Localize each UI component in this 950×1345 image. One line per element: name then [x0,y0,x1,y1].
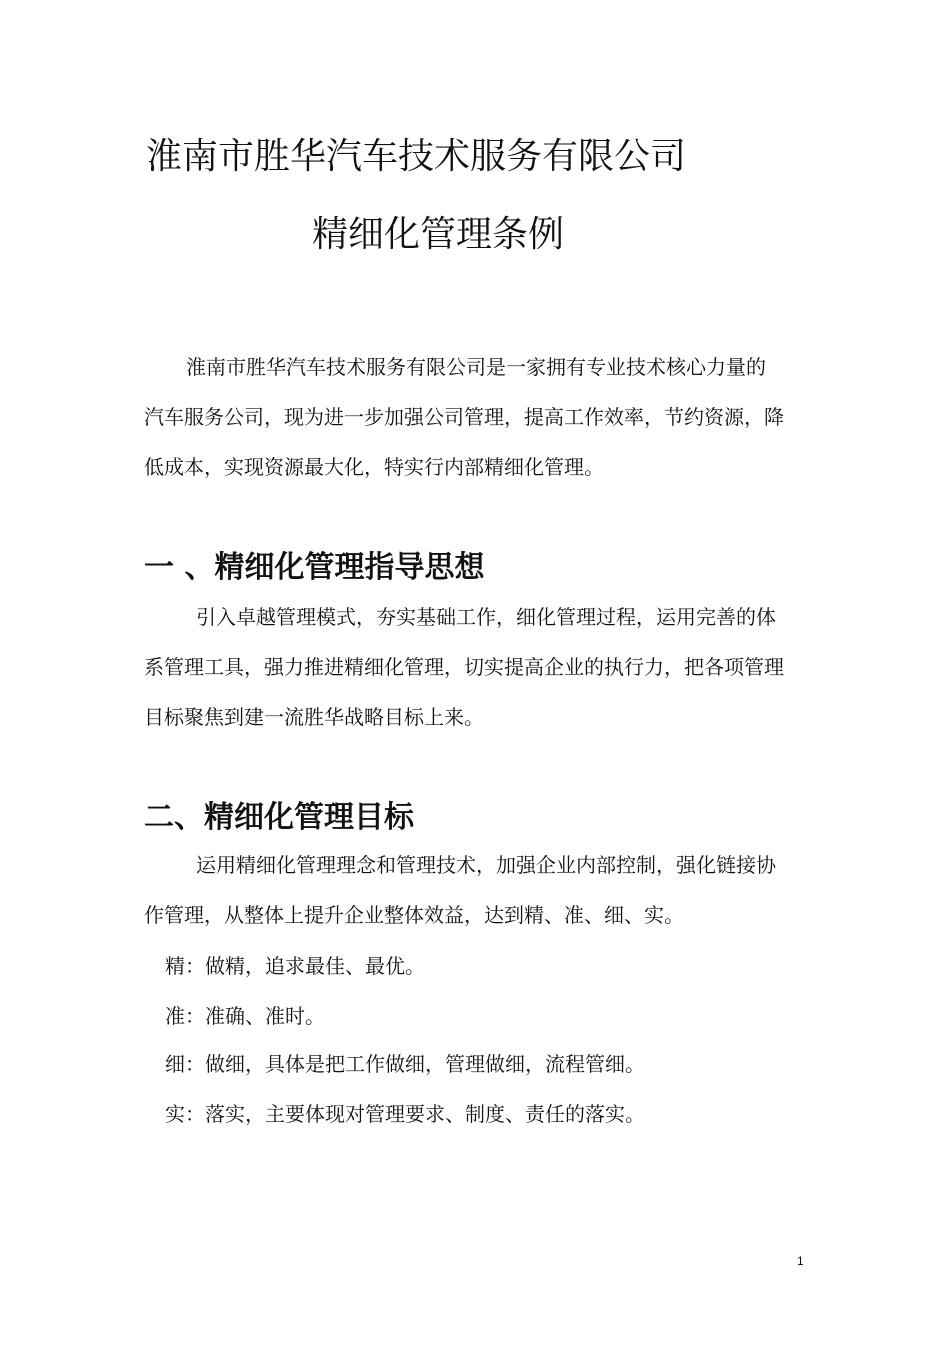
goal-item-xi: 细：做细，具体是把工作做细，管理做细，流程管细。 [165,1052,645,1076]
goal-item-shi: 实：落实，主要体现对管理要求、制度、责任的落实。 [165,1102,645,1126]
section1-heading: 一 、精细化管理指导思想 [144,550,485,585]
section1-paragraph: 引入卓越管理模式，夯实基础工作，细化管理过程，运用完善的体系管理工具，强力推进精细化管理，切实提高企业的执行力，把各项管理目标聚焦到建一流胜华战略目标上来。 [144,605,784,729]
page-number: 1 [797,1254,804,1268]
goal-item-zhun: 准：准确、准时。 [165,1004,325,1028]
document-title-line2: 精细化管理条例 [312,214,565,255]
section2-heading: 二、精细化管理目标 [144,800,414,835]
intro-paragraph: 淮南市胜华汽车技术服务有限公司是一家拥有专业技术核心力量的汽车服务公司，现为进一步加强公司管理，提高工作效率，节约资源，降低成本，实现资源最大化，特实行内部精细化管理。 [144,355,784,479]
document-title-line1: 淮南市胜华汽车技术服务有限公司 [146,136,687,177]
goal-item-jing: 精：做精，追求最佳、最优。 [165,954,425,978]
section2-paragraph: 运用精细化管理理念和管理技术，加强企业内部控制，强化链接协作管理，从整体上提升企业整体效益，达到精、准、细、实。 [144,853,776,927]
